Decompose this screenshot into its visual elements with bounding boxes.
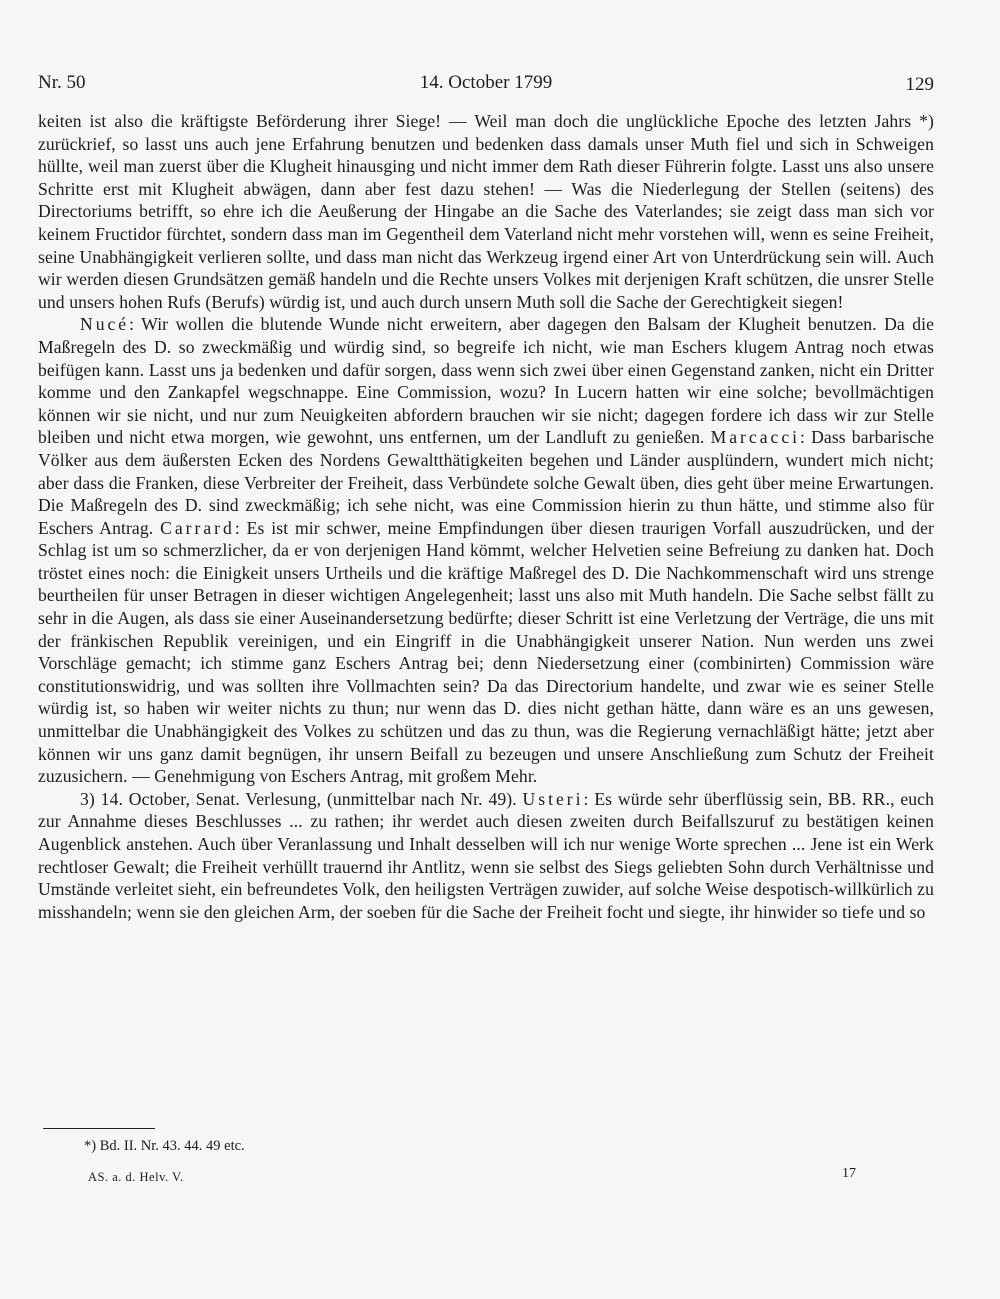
text-run: : Es würde sehr überflüssig sein, BB. RR., euch zur Annahme dieses Beschlusses ... zu rathen; ihr werdet auch diesen zweiten durch Beifallszuruf zu bestätigen keinen Augenblick anstehen. Auch über Veranlassung und Inhalt desselben will ich nur wenige Worte sprechen ... Jene ist ein Werk rechtloser Gewalt; die Freiheit verhüllt trauernd ihr Antlitz, wenn sie selbst des Siegs geliebten Sohn durch Verhältnisse und Umstände verleitet sieht, ein befreundetes Volk, den heiligsten Verträgen zuwider, auf solche Weise despotisch-willkürlich zu misshandeln; wenn sie den gleichen Arm, der soeben für die Sache der Freiheit focht und siegte, ihr hinwider so tiefe und so xyxy=(38,788,934,922)
speaker-name: Marcacci xyxy=(710,427,801,448)
paragraph xyxy=(38,788,934,924)
speaker-name: Nucé xyxy=(80,314,130,335)
body-text xyxy=(38,110,934,923)
document-number: Nr. 50 xyxy=(38,72,86,93)
header-date: 14. October 1799 xyxy=(419,72,553,93)
footnote: *) Bd. II. Nr. 43. 44. 49 etc. xyxy=(84,1138,245,1154)
speaker-name: Carrard xyxy=(160,517,235,538)
paragraph xyxy=(38,313,934,787)
text-run: : Es ist mir schwer, meine Empfindungen über diesen traurigen Vorfall auszudrücken, und der Schlag ist um so schmerzlicher, da er von derjenigen Hand kömmt, welcher Helvetien seine Befreiung zu danken hat. Doch tröstet eines noch: die Einigkeit unsers Urtheils und die kräftige Maßregel des D. Die Nachkommenschaft wird uns strenge beurtheilen für unser Betragen in dieser wichtigen Angelegenheit; lasst uns also mit Muth handeln. Die Sache selbst fällt zu sehr in die Augen, als dass sie einer Auseinandersetzung bedürfte; dieser Schritt ist eine Verletzung der Verträge, die uns mit der fränkischen Republik vereinigen, und ein Eingriff in die Unabhängigkeit unserer Nation. Nun werden uns zwei Vorschläge gemacht; ich stimme ganz Eschers Antrag bei; denn Niedersetzung einer (combinirten) Commission wäre constitutionswidrig, und was sollten ihre Vollmachten sein? Da das Directorium handelte, und zwar wie es seiner Stelle würdig ist, so haben wir weiter nichts zu thun; nur wenn das D. dies nicht gethan hätte, dann wäre es an uns gewesen, unmittelbar die Unabhängigkeit des Volkes zu schützen und das zu thun, was die Regierung vernachläßigt hätte; jetzt aber können wir uns ganz damit begnügen, ihr unsern Beifall zu bezeugen und unsere Anschließung zum Schutz der Freiheit zuzusichern. — Genehmigung von Eschers Antrag, mit großem Mehr. xyxy=(38,517,934,787)
text-run: keiten ist also die kräftigste Beförderung ihrer Siege! — Weil man doch die unglückliche Epoche des letzten Jahrs *) zurückrief, so lasst uns auch jene Erfahrung benutzen und bedenken dass damals unser Muth fiel und sich in Schweigen hüllte, weil man zuerst über die Klugheit hinausging und nicht immer dem Rath dieser Führerin folgte. Lasst uns also unsere Schritte erst mit Klugheit abwägen, dann aber fest dazu stehen! — Was die Niederlegung der Stellen (seitens) des Directoriums betrifft, so ehre ich die Aeußerung der Hingabe an die Sache des Vaterlandes; sie zeigt dass man sich vor keinem Fructidor fürchtet, sondern dass man im Gegentheil dem Vaterland nicht mehr vorstehen will, wenn es seine Freiheit, seine Unabhängigkeit verlieren sollte, und dass man nicht das Werkzeug irgend einer Art von Unterdrückung sein will. Auch wir werden diesen Grundsätzen gemäß handeln und die Rechte unsers Volkes mit derjenigen Kraft schützen, die unsrer Stelle und unsers hohen Rufs (Berufs) würdig ist, und auch durch unsern Muth soll die Sache der Gerechtigkeit siegen! xyxy=(38,111,934,312)
page-number: 129 xyxy=(905,74,934,95)
footnote-rule xyxy=(43,1128,155,1129)
text-run: : Wir wollen die blutende Wunde nicht erweitern, aber dagegen den Balsam der Klugheit benutzen. Da die Maßregeln des D. so zweckmäßig und würdig sind, so begreife ich nicht, wie man Eschers klugem Antrag noch etwas beifügen kann. Lasst uns ja bedenken und dafür sorgen, dass wenn sich zwei über einen Gegenstand zanken, nicht ein Dritter komme und den Zankapfel wegschnappe. Eine Commission, wozu? In Lucern hatten wir eine solche; bevollmächtigen können wir sie nicht, und nur zum Neuigkeiten abfordern brauchen wir sie nicht; dagegen fordere ich dass wir zur Stelle bleiben und nicht etwa morgen, wie gewohnt, uns entfernen, um der Landluft zu genießen. xyxy=(38,314,934,448)
paragraph xyxy=(38,110,934,313)
text-run: 3) 14. October, Senat. Verlesung, (unmittelbar nach Nr. 49). xyxy=(80,788,523,809)
speaker-name: Usteri xyxy=(522,788,584,809)
running-header xyxy=(38,70,934,110)
text-run: : Dass barbarische Völker aus dem äußersten Ecken des Nordens Gewaltthätigkeiten begehen und Länder ausplündern, wundert mich nicht; aber dass die Franken, diese Verbreiter der Freiheit, dass Verbündete solche Gewalt üben, dies geht über meine Erwartungen. Die Maßregeln des D. sind zweckmäßig; ich sehe nicht, was eine Commission hierin zu thun hätte, und stimme also für Eschers Antrag. xyxy=(38,427,934,538)
printer-signature: AS. a. d. Helv. V. xyxy=(88,1170,184,1184)
sheet-number: 17 xyxy=(842,1166,856,1181)
document-page xyxy=(38,70,934,923)
